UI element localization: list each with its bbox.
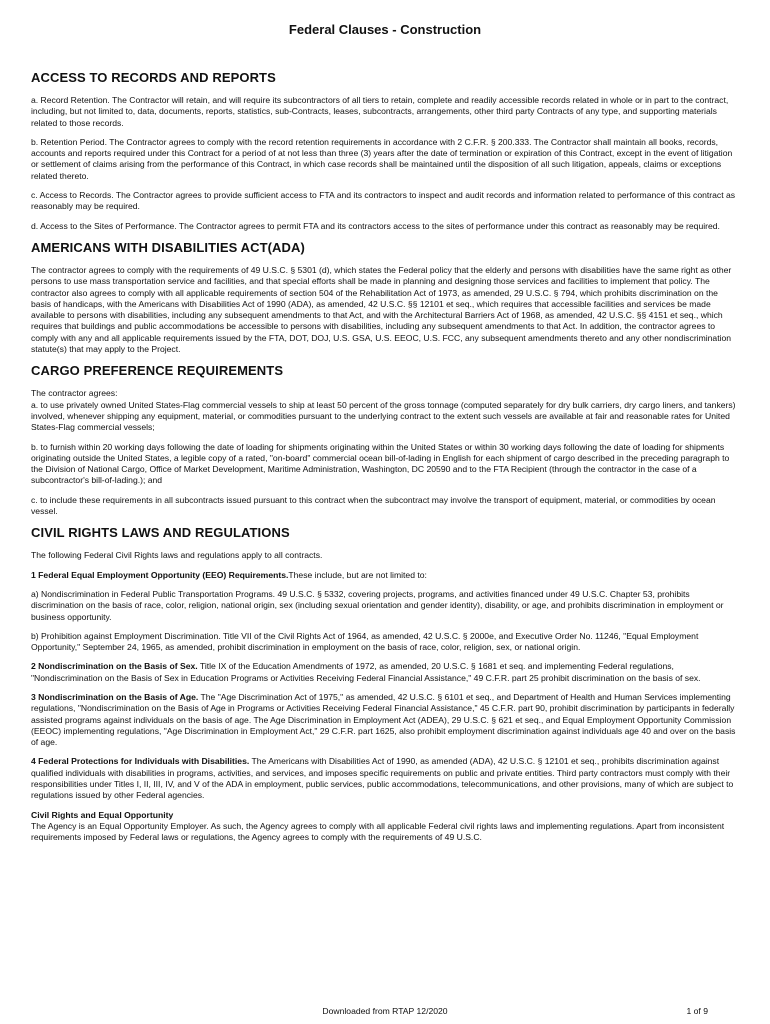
paragraph-disabilities xyxy=(31,756,737,801)
section-heading: AMERICANS WITH DISABILITIES ACT(ADA) xyxy=(31,239,305,255)
paragraph-civil-rights-eo xyxy=(31,810,737,844)
page-number: 1 of 9 xyxy=(686,1006,708,1016)
civil-rights-eo-text: The Agency is an Equal Opportunity Employer. As such, the Agency agrees to comply with all applicable Federal civil rights laws and implementing regulations. Apart from inconsistent requirements imposed by Federal laws or regulations, the Agency agrees to comply with the requirements of 49 U.S.C. xyxy=(31,820,725,843)
paragraph-eeo-b: b) Prohibition against Employment Discrimination. Title VII of the Civil Rights Act of 1964, as amended, 42 U.S.C. § 2000e, and Executive Order No. 11246, "Equal Employment Opportunity," September 24, 1965, as amended, prohibit discrimination in employment on the basis of race, color, religion, sex, or national origin. xyxy=(31,630,699,653)
paragraph-cargo-b: b. to furnish within 20 working days following the date of loading for shipments originating within the United States or within 30 working days following the date of loading for shipments originating outside the United States, a legible copy of a rated, "on-board" commercial ocean bill-of-lading in English for each shipment of cargo described in the preceding paragraph to the Division of National Cargo, Office of Market Development, Maritime Administration, Washington, DC 20590 and to the FTA Recipient (through the contractor in the case of a subcontractor's bill-of-lading.); and xyxy=(31,441,730,486)
age-heading: 3 Nondiscrimination on the Basis of Age. xyxy=(31,691,199,702)
paragraph-cargo-intro: The contractor agrees: xyxy=(31,388,118,399)
section-heading: CARGO PREFERENCE REQUIREMENTS xyxy=(31,363,284,379)
eeo-heading: 1 Federal Equal Employment Opportunity (EEO) Requirements. xyxy=(31,569,289,580)
disabilities-text: The Americans with Disabilities Act of 1990, as amended (ADA), 42 U.S.C. § 12101 et seq., prohibits discrimination against qualified individuals with disabilities in programs, activities, and services, and imposes specific requirements on public and private entities. Third party contractors must comply with their responsibilities under Titles I, II, III, IV, and V of the ADA in employment, public services, public accommodations, telecommunications, and other provisions, many of which are subject to regulations issued by other Federal agencies. xyxy=(31,756,734,801)
document-body xyxy=(31,70,737,852)
sex-text: Title IX of the Education Amendments of 1972, as amended, 20 U.S.C. § 1681 et seq. and implementing Federal regulations, "Nondiscrimination on the Basis of Sex in Education Programs or Activities Receiving Federal Financial Assistance," 49 C.F.R. part 25 prohibit discrimination on the basis of sex. xyxy=(31,661,701,683)
disabilities-heading: 4 Federal Protections for Individuals with Disabilities. xyxy=(31,756,250,767)
download-source: Downloaded from RTAP 12/2020 xyxy=(322,1006,448,1016)
paragraph-eeo xyxy=(31,570,737,581)
section-ada xyxy=(31,240,737,355)
paragraph-access-to-records: c. Access to Records. The Contractor agrees to provide sufficient access to FTA and its contractors to inspect and audit records and information related to performance of this contract as reasonably may be required. xyxy=(31,190,736,212)
section-access-to-records xyxy=(31,70,737,232)
paragraph-record-retention: a. Record Retention. The Contractor will retain, and will require its subcontractors of all tiers to retain, complete and readily accessible records related in whole or in part to the contract, including, but not limited to, data, documents, reports, statistics, sub-Contracts, leases, subcontracts, arrangements, other third party Contracts of any type, and supporting materials related to those records. xyxy=(31,95,729,128)
paragraph-access-to-sites: d. Access to the Sites of Performance. The Contractor agrees to permit FTA and its contractors access to the sites of performance under this contract as reasonably may be required. xyxy=(31,220,720,231)
section-civil-rights xyxy=(31,525,737,843)
section-heading: ACCESS TO RECORDS AND REPORTS xyxy=(31,70,276,85)
section-cargo-preference xyxy=(31,363,737,517)
sex-heading: 2 Nondiscrimination on the Basis of Sex. xyxy=(31,661,198,672)
paragraph-civil-rights-intro: The following Federal Civil Rights laws and regulations apply to all contracts. xyxy=(31,550,323,561)
paragraph-cargo-a: a. to use privately owned United States-Flag commercial vessels to ship at least 50 percent of the gross tonnage (computed separately for dry bulk carriers, dry cargo liners, and tankers) involved, whenever shipping any equipment, material, or commodities pursuant to the underlying contract to the extent such vessels are available at fair and reasonable rates for United States-Flag commercial vessels; xyxy=(31,399,736,433)
paragraph-retention-period: b. Retention Period. The Contractor agrees to comply with the record retention requirements in accordance with 2 C.F.R. § 200.333. The Contractor shall maintain all books, records, accounts and reports required under this Contract for a period of at not less than three (3) years after the date of termination or expiration of this Contract, except in the event of litigation or settlement of claims arising from the performance of this Contract, in which case records shall be maintained until the disposition of all such litigation, appeals, claims or exceptions related thereto. xyxy=(31,136,733,181)
paragraph-ada-requirements: The contractor agrees to comply with the requirements of 49 U.S.C. § 5301 (d), which states the Federal policy that the elderly and persons with disabilities have the same right as other persons to use mass transportation service and facilities, and that special efforts shall be made in planning and designing those services and facilities to implement that policy. The contractor also agrees to comply with all applicable requirements of section 504 of the Rehabilitation Act of 1973, as amended, 29 U.S.C. § 794, which prohibits discrimination on the basis of handicaps, with the Americans with Disabilities Act of 1990 (ADA), as amended, 42 U.S.C. §§ 12101 et seq., which requires that accessible facilities and services be made available to persons with disabilities, including any subsequent amendments to that Act, and with the Architectural Barriers Act of 1968, as amended, 42 U.S.C. §§ 4151 et seq., which requires that buildings and public accommodations be accessible to persons with disabilities, including any subsequent amendments to that Act. In addition, the contractor agrees to comply with any and all applicable requirements issued by the FTA, DOT, DOJ, U.S. GSA, U.S. EEOC, U.S. FCC, any subsequent amendments thereto and any other nondiscrimination statute(s) that may apply to the Project. xyxy=(31,264,732,355)
civil-rights-eo-heading: Civil Rights and Equal Opportunity xyxy=(31,809,174,820)
page-footer xyxy=(0,1006,770,1018)
section-heading: CIVIL RIGHTS LAWS AND REGULATIONS xyxy=(31,525,290,541)
eeo-text: These include, but are not limited to: xyxy=(288,569,427,580)
paragraph-cargo-c: c. to include these requirements in all subcontracts issued pursuant to this contract when the subcontract may involve the transport of equipment, material, or commodities by ocean vessel. xyxy=(31,494,716,517)
document-title: Federal Clauses - Construction xyxy=(288,22,482,37)
paragraph-eeo-a: a) Nondiscrimination in Federal Public Transportation Programs. 49 U.S.C. § 5332, covering projects, programs, and activities financed under 49 U.S.C. Chapter 53, prohibits discrimination on the basis of race, color, religion, national origin, sex (including sexual orientation and gender identity), disability, or age, and prohibits discrimination in employment or business opportunity. xyxy=(31,588,724,622)
age-text: The "Age Discrimination Act of 1975," as amended, 42 U.S.C. § 6101 et seq., and Department of Health and Human Services implementing regulations, "Nondiscrimination on the Basis of Age in Programs or Activities Receiving Federal Financial Assistance," 45 C.F.R. part 90, prohibit discrimination by participants in federally assisted programs against individuals on the basis of age. The Age Discrimination in Employment Act (ADEA), 29 U.S.C. § 621 et seq., and Equal Employment Opportunity Commission (EEOC) implementing regulations, "Age Discrimination in Employment Act," 29 C.F.R. part 1625, also prohibit employment discrimination against individuals age 40 and over on the basis of age. xyxy=(31,691,736,748)
paragraph-sex-discrimination xyxy=(31,661,737,684)
paragraph-age-discrimination xyxy=(31,692,737,748)
